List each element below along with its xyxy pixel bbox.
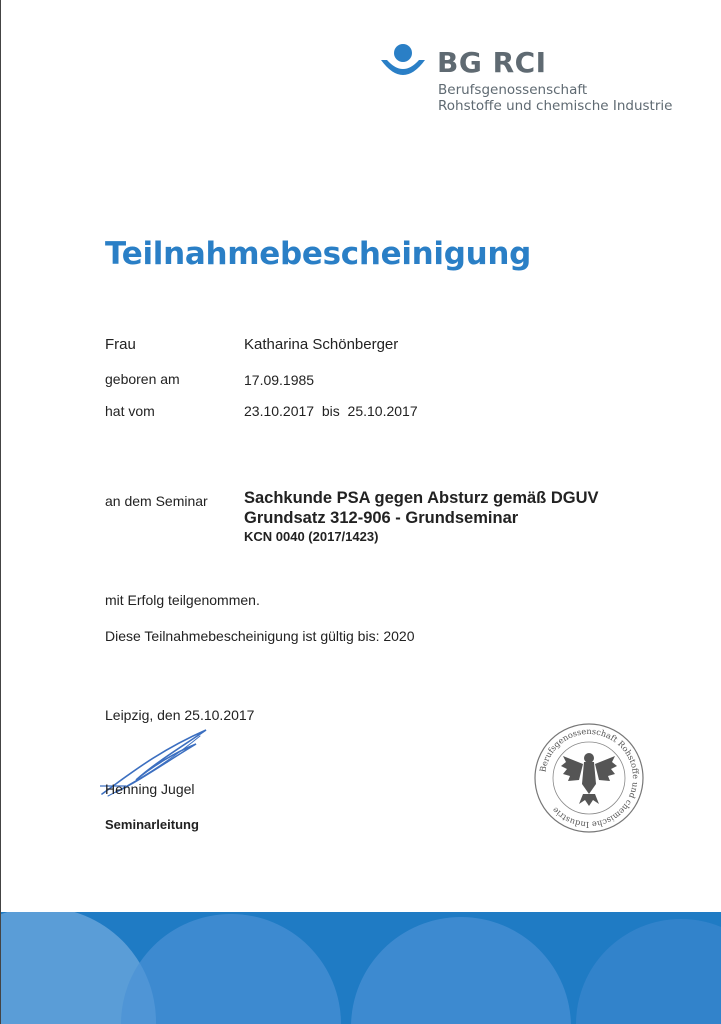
period-label: hat vom [105, 403, 155, 419]
period-to: 25.10.2017 [347, 403, 418, 419]
logo-subtitle-line1: Berufsgenossenschaft [438, 82, 588, 98]
validity-text: Diese Teilnahmebescheinigung ist gültig bis: 2020 [105, 628, 415, 644]
logo-name: BG RCI [437, 46, 547, 79]
participant-name: Katharina Schönberger [244, 336, 399, 353]
svg-text:Berufsgenossenschaft Rohstoffe: Berufsgenossenschaft Rohstoffe und chemische Industrie [537, 725, 642, 831]
signer-name: Henning Jugel [105, 781, 195, 797]
eagle-icon [561, 753, 617, 806]
seminar-title-line1: Sachkunde PSA gegen Absturz gemäß DGUV [244, 489, 599, 507]
seminar-title [244, 488, 599, 528]
period-from: 23.10.2017 [244, 403, 315, 419]
place-date: Leipzig, den 25.10.2017 [105, 707, 255, 723]
born-date: 17.09.1985 [244, 372, 315, 388]
result-text: mit Erfolg teilgenommen. [105, 592, 260, 608]
signer-role: Seminarleitung [105, 817, 199, 832]
bg-rci-logo [379, 40, 679, 120]
footer-band [1, 912, 721, 1024]
period-range [244, 403, 418, 419]
document-title: Teilnahmebescheinigung [105, 236, 532, 272]
salutation-label: Frau [105, 336, 136, 353]
born-label: geboren am [105, 371, 180, 387]
logo-mark-icon [379, 42, 437, 86]
period-separator: bis [321, 403, 340, 419]
seminar-title-line2: Grundsatz 312-906 - Grundseminar [244, 509, 519, 527]
seminar-label: an dem Seminar [105, 493, 208, 509]
seminar-code: KCN 0040 (2017/1423) [244, 529, 379, 544]
official-seal [533, 722, 645, 834]
logo-subtitle-line2: Rohstoffe und chemische Industrie [438, 98, 673, 114]
